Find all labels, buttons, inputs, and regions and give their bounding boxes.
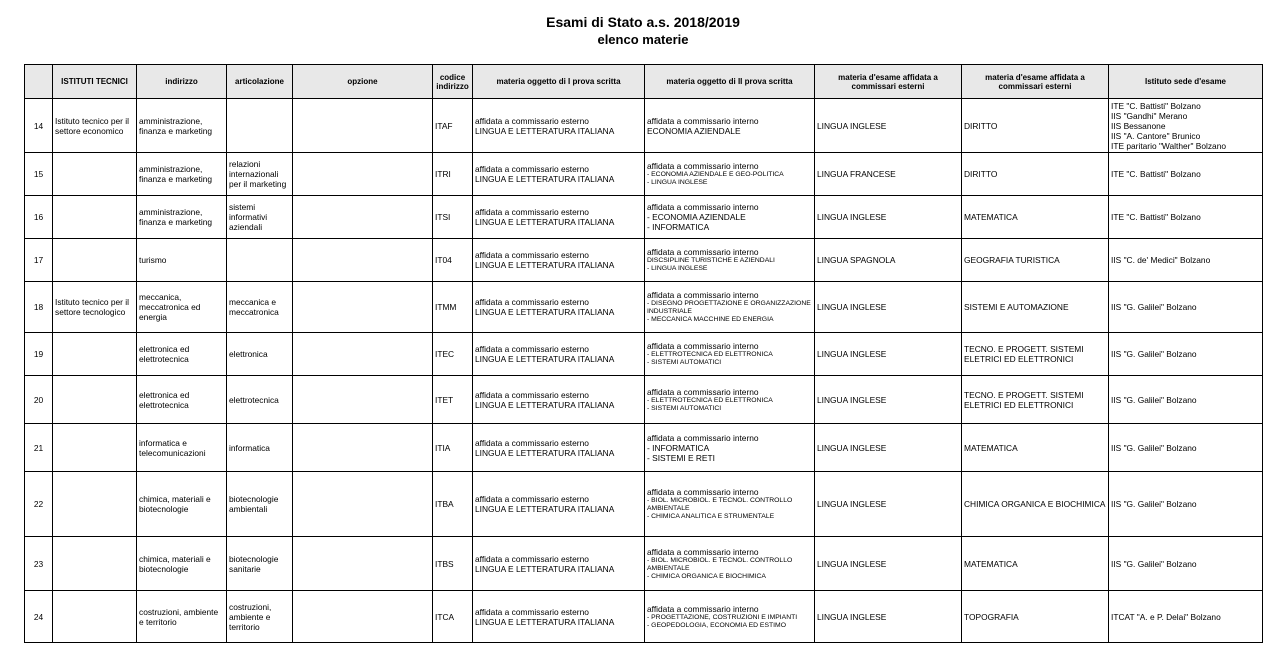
cell-codice	[433, 472, 473, 537]
cell-esterni2	[962, 424, 1109, 472]
cell-line: affidata a commissario interno	[647, 487, 759, 497]
cell-istituto	[53, 472, 137, 537]
cell-text: LINGUA INGLESE	[817, 499, 887, 509]
cell-esterni	[815, 239, 962, 282]
cell-codice	[433, 376, 473, 424]
page-title: Esami di Stato a.s. 2018/2019	[546, 14, 740, 30]
cell-sede	[1109, 99, 1263, 153]
cell-text: TECNO. E PROGETT. SISTEMI ELETRICI ED ELETTRONICI	[964, 344, 1084, 364]
table-row	[25, 472, 1263, 537]
cell-text: 19	[33, 349, 44, 359]
cell-text: costruzioni, ambiente e territorio	[229, 601, 272, 632]
cell-line: - ELETTROTECNICA ED ELETTRONICA	[647, 396, 773, 404]
cell-text: chimica, materiali e biotecnologie	[139, 553, 211, 574]
row-number	[25, 537, 53, 591]
table-row	[25, 196, 1263, 239]
cell-prova1	[473, 239, 645, 282]
cell-opzione	[293, 99, 433, 153]
cell-line: IIS "G. Galilei" Bolzano	[1111, 349, 1197, 359]
cell-opzione	[293, 424, 433, 472]
header-codice: codice indirizzo	[433, 65, 473, 99]
cell-indirizzo	[137, 537, 227, 591]
cell-indirizzo	[137, 239, 227, 282]
cell-prova2	[645, 99, 815, 153]
cell-text: 23	[33, 558, 44, 569]
cell-codice	[433, 537, 473, 591]
cell-esterni	[815, 196, 962, 239]
cell-line: ITE "C. Battisti" Bolzano	[1111, 169, 1201, 179]
cell-text: LINGUA INGLESE	[817, 349, 887, 359]
cell-prova1	[473, 333, 645, 376]
cell-line: ECONOMIA AZIENDALE	[647, 125, 741, 136]
cell-text: turismo	[139, 255, 167, 265]
cell-line: affidata a commissario esterno	[475, 207, 589, 217]
cell-sede	[1109, 239, 1263, 282]
cell-line: - GEOPEDOLOGIA, ECONOMIA ED ESTIMO	[647, 621, 786, 629]
cell-text: LINGUA INGLESE	[817, 120, 887, 131]
cell-text: LINGUA INGLESE	[817, 394, 887, 405]
cell-prova1	[473, 99, 645, 153]
cell-opzione	[293, 153, 433, 196]
cell-codice	[433, 99, 473, 153]
cell-line: ITE "C. Battisti" Bolzano	[1111, 100, 1201, 111]
cell-line: affidata a commissario esterno	[475, 115, 589, 126]
cell-text: 20	[33, 394, 44, 405]
cell-line: IIS "G. Galilei" Bolzano	[1111, 558, 1197, 569]
table-row	[25, 239, 1263, 282]
cell-line: ITCAT "A. e P. Delai" Bolzano	[1111, 611, 1221, 622]
cell-text: TECNO. E PROGETT. SISTEMI ELETRICI ED ELETTRONICI	[964, 389, 1084, 410]
subjects-table	[24, 64, 1263, 643]
header-prova2: materia oggetto di II prova scritta	[645, 65, 815, 99]
cell-line: - ECONOMIA AZIENDALE E GEO-POLITICA	[647, 171, 784, 178]
cell-prova1	[473, 472, 645, 537]
cell-indirizzo	[137, 376, 227, 424]
cell-line: - DISEGNO PROGETTAZIONE E ORGANIZZAZIONE INDUSTRIALE	[647, 300, 811, 315]
page-subtitle: elenco materie	[597, 32, 689, 47]
table-row	[25, 282, 1263, 333]
cell-text: DIRITTO	[964, 169, 998, 179]
cell-line: affidata a commissario interno	[647, 386, 759, 397]
header-row	[25, 65, 1263, 99]
cell-istituto	[53, 333, 137, 376]
cell-line: LINGUA E LETTERATURA ITALIANA	[475, 125, 615, 136]
cell-text: relazioni internazionali per il marketing	[229, 159, 287, 189]
cell-text: LINGUA INGLESE	[817, 611, 887, 622]
cell-esterni	[815, 376, 962, 424]
cell-text: 17	[33, 255, 44, 265]
cell-prova2	[645, 153, 815, 196]
cell-codice	[433, 153, 473, 196]
cell-codice	[433, 591, 473, 643]
cell-text: elettronica	[229, 349, 268, 359]
table-body	[25, 99, 1263, 643]
cell-esterni2	[962, 333, 1109, 376]
cell-istituto	[53, 239, 137, 282]
cell-text: 21	[33, 442, 44, 453]
cell-line: affidata a commissario esterno	[475, 297, 589, 307]
cell-codice	[433, 333, 473, 376]
cell-line: - SISTEMI AUTOMATICI	[647, 359, 722, 366]
cell-text: Istituto tecnico per il settore tecnologico	[55, 297, 130, 317]
cell-line: affidata a commissario esterno	[475, 494, 589, 504]
cell-line: affidata a commissario interno	[647, 247, 759, 257]
cell-text: elettrotecnica	[229, 394, 279, 405]
cell-articolazione	[227, 196, 293, 239]
cell-line: DISCSIPLINE TURISTICHE E AZIENDALI	[647, 257, 775, 264]
cell-opzione	[293, 376, 433, 424]
cell-text: elettronica ed elettrotecnica	[139, 389, 190, 410]
header-sede: Istituto sede d'esame	[1109, 65, 1263, 99]
table-row	[25, 537, 1263, 591]
cell-line: affidata a commissario interno	[647, 546, 759, 557]
cell-codice	[433, 239, 473, 282]
cell-indirizzo	[137, 282, 227, 333]
cell-text: meccanica e meccatronica	[229, 297, 279, 317]
cell-prova1	[473, 424, 645, 472]
cell-line: IIS "G. Galilei" Bolzano	[1111, 442, 1197, 453]
cell-prova2	[645, 282, 815, 333]
cell-line: - SISTEMI AUTOMATICI	[647, 404, 722, 412]
cell-prova2	[645, 472, 815, 537]
cell-prova1	[473, 282, 645, 333]
cell-text: biotecnologie ambientali	[229, 494, 279, 514]
cell-opzione	[293, 196, 433, 239]
cell-line: ITE "C. Battisti" Bolzano	[1111, 212, 1201, 222]
cell-line: - CHIMICA ORGANICA E BIOCHIMICA	[647, 572, 766, 580]
cell-prova2	[645, 424, 815, 472]
cell-text: 16	[33, 212, 44, 222]
row-number	[25, 239, 53, 282]
cell-indirizzo	[137, 196, 227, 239]
cell-line: affidata a commissario esterno	[475, 389, 589, 400]
cell-indirizzo	[137, 424, 227, 472]
cell-sede	[1109, 424, 1263, 472]
cell-text: ITSI	[435, 212, 451, 222]
cell-esterni2	[962, 153, 1109, 196]
cell-line: - BIOL. MICROBIOL. E TECNOL. CONTROLLO AMBIENTALE	[647, 556, 793, 572]
cell-esterni2	[962, 282, 1109, 333]
cell-text: costruzioni, ambiente e territorio	[139, 606, 219, 627]
cell-prova1	[473, 196, 645, 239]
cell-text: chimica, materiali e biotecnologie	[139, 494, 211, 514]
cell-sede	[1109, 376, 1263, 424]
cell-prova1	[473, 537, 645, 591]
row-number	[25, 333, 53, 376]
cell-line: IIS "G. Galilei" Bolzano	[1111, 499, 1197, 509]
cell-text: ITBA	[435, 499, 454, 509]
cell-line: affidata a commissario interno	[647, 432, 759, 443]
cell-line: - PROGETTAZIONE, COSTRUZIONI E IMPIANTI	[647, 613, 798, 621]
header-indirizzo: indirizzo	[137, 65, 227, 99]
table-row	[25, 153, 1263, 196]
cell-opzione	[293, 333, 433, 376]
cell-line: LINGUA E LETTERATURA ITALIANA	[475, 260, 615, 270]
cell-line: affidata a commissario interno	[647, 341, 759, 351]
cell-sede	[1109, 333, 1263, 376]
cell-line: affidata a commissario interno	[647, 603, 759, 614]
cell-text: 22	[33, 499, 44, 509]
cell-line: - LINGUA INGLESE	[647, 265, 708, 272]
header-esterni2: materia d'esame affidata a commissari esterni	[962, 65, 1109, 99]
cell-esterni	[815, 333, 962, 376]
cell-line: LINGUA E LETTERATURA ITALIANA	[475, 563, 615, 574]
cell-esterni	[815, 282, 962, 333]
cell-line: affidata a commissario esterno	[475, 606, 589, 617]
cell-text: LINGUA INGLESE	[817, 302, 887, 312]
cell-sede	[1109, 537, 1263, 591]
cell-sede	[1109, 591, 1263, 643]
cell-line: affidata a commissario interno	[647, 202, 759, 212]
cell-text: LINGUA FRANCESE	[817, 169, 896, 179]
row-number	[25, 472, 53, 537]
cell-esterni2	[962, 239, 1109, 282]
cell-istituto	[53, 424, 137, 472]
cell-text: SISTEMI E AUTOMAZIONE	[964, 302, 1069, 312]
cell-indirizzo	[137, 472, 227, 537]
table-row	[25, 99, 1263, 153]
cell-articolazione	[227, 153, 293, 196]
cell-esterni2	[962, 537, 1109, 591]
cell-text: ITIA	[435, 442, 451, 453]
cell-text: informatica	[229, 442, 270, 453]
cell-indirizzo	[137, 591, 227, 643]
row-number	[25, 153, 53, 196]
row-number	[25, 99, 53, 153]
cell-articolazione	[227, 333, 293, 376]
table-row	[25, 424, 1263, 472]
cell-text: elettronica ed elettrotecnica	[139, 344, 190, 364]
header-prova1: materia oggetto di I prova scritta	[473, 65, 645, 99]
cell-opzione	[293, 472, 433, 537]
cell-text: sistemi informativi aziendali	[229, 202, 268, 232]
cell-codice	[433, 196, 473, 239]
cell-text: ITMM	[435, 302, 457, 312]
cell-istituto	[53, 153, 137, 196]
cell-text: informatica e telecomunicazioni	[139, 437, 206, 458]
header-istituti: ISTITUTI TECNICI	[53, 65, 137, 99]
cell-articolazione	[227, 282, 293, 333]
cell-prova2	[645, 376, 815, 424]
cell-prova2	[645, 196, 815, 239]
cell-text: ITBS	[435, 558, 454, 569]
cell-line: IIS "G. Galilei" Bolzano	[1111, 394, 1197, 405]
cell-text: TOPOGRAFIA	[964, 611, 1019, 622]
cell-text: 24	[33, 611, 44, 622]
cell-text: MATEMATICA	[964, 212, 1018, 222]
cell-line: LINGUA E LETTERATURA ITALIANA	[475, 447, 615, 458]
cell-line: LINGUA E LETTERATURA ITALIANA	[475, 399, 615, 410]
cell-line: LINGUA E LETTERATURA ITALIANA	[475, 217, 615, 227]
cell-text: meccanica, meccatronica ed energia	[139, 292, 201, 322]
header-opzione: opzione	[293, 65, 433, 99]
cell-prova1	[473, 153, 645, 196]
cell-esterni2	[962, 591, 1109, 643]
cell-line: affidata a commissario interno	[647, 115, 759, 126]
table-row	[25, 591, 1263, 643]
cell-line: affidata a commissario esterno	[475, 437, 589, 448]
cell-prova2	[645, 537, 815, 591]
cell-prova2	[645, 333, 815, 376]
cell-esterni	[815, 537, 962, 591]
cell-articolazione	[227, 591, 293, 643]
cell-text: ITET	[435, 394, 454, 405]
cell-codice	[433, 424, 473, 472]
header-esterni: materia d'esame affidata a commissari esterni	[815, 65, 962, 99]
cell-sede	[1109, 196, 1263, 239]
cell-sede	[1109, 282, 1263, 333]
cell-esterni	[815, 472, 962, 537]
cell-line: affidata a commissario esterno	[475, 250, 589, 260]
cell-articolazione	[227, 99, 293, 153]
cell-esterni	[815, 591, 962, 643]
cell-esterni2	[962, 196, 1109, 239]
cell-esterni2	[962, 376, 1109, 424]
row-number	[25, 376, 53, 424]
cell-istituto	[53, 376, 137, 424]
cell-line: IIS "C. de' Medici" Bolzano	[1111, 255, 1211, 265]
cell-text: ITRI	[435, 169, 451, 179]
cell-istituto	[53, 282, 137, 333]
cell-line: IIS "A. Cantore" Brunico	[1111, 130, 1201, 141]
cell-line: - BIOL. MICROBIOL. E TECNOL. CONTROLLO AMBIENTALE	[647, 497, 793, 512]
cell-articolazione	[227, 537, 293, 591]
cell-text: biotecnologie sanitarie	[229, 553, 279, 574]
cell-line: affidata a commissario interno	[647, 161, 759, 171]
cell-prova1	[473, 591, 645, 643]
cell-indirizzo	[137, 99, 227, 153]
row-number	[25, 196, 53, 239]
cell-line: - ECONOMIA AZIENDALE	[647, 212, 746, 222]
cell-line: IIS "Gandhi" Merano	[1111, 110, 1188, 121]
cell-text: MATEMATICA	[964, 558, 1018, 569]
cell-esterni	[815, 424, 962, 472]
cell-text: MATEMATICA	[964, 442, 1018, 453]
cell-text: amministrazione, finanza e marketing	[139, 207, 213, 227]
cell-text: IT04	[435, 255, 452, 265]
table-row	[25, 333, 1263, 376]
cell-line: LINGUA E LETTERATURA ITALIANA	[475, 504, 615, 514]
cell-text: GEOGRAFIA TURISTICA	[964, 255, 1060, 265]
cell-text: LINGUA SPAGNOLA	[817, 255, 896, 265]
cell-articolazione	[227, 376, 293, 424]
cell-articolazione	[227, 472, 293, 537]
cell-text: Istituto tecnico per il settore economico	[55, 115, 130, 136]
cell-line: LINGUA E LETTERATURA ITALIANA	[475, 354, 615, 364]
cell-line: affidata a commissario esterno	[475, 553, 589, 564]
cell-text: DIRITTO	[964, 120, 998, 131]
cell-line: affidata a commissario esterno	[475, 164, 589, 174]
cell-line: IIS Bessanone	[1111, 120, 1166, 131]
cell-line: - INFORMATICA	[647, 222, 710, 232]
cell-text: 15	[33, 169, 44, 179]
cell-text: amministrazione, finanza e marketing	[139, 164, 213, 184]
cell-sede	[1109, 153, 1263, 196]
row-number	[25, 591, 53, 643]
cell-codice	[433, 282, 473, 333]
cell-esterni2	[962, 472, 1109, 537]
cell-sede	[1109, 472, 1263, 537]
cell-line: affidata a commissario esterno	[475, 344, 589, 354]
cell-line: - CHIMICA ANALITICA E STRUMENTALE	[647, 513, 775, 520]
header-num	[25, 65, 53, 99]
cell-text: 14	[33, 120, 44, 131]
cell-text: 18	[33, 302, 44, 312]
cell-opzione	[293, 537, 433, 591]
cell-istituto	[53, 537, 137, 591]
cell-opzione	[293, 591, 433, 643]
cell-line: - INFORMATICA	[647, 442, 710, 453]
cell-indirizzo	[137, 333, 227, 376]
cell-line: ITE paritario "Walther" Bolzano	[1111, 140, 1227, 151]
cell-esterni	[815, 99, 962, 153]
row-number	[25, 424, 53, 472]
cell-text: ITAF	[435, 120, 453, 131]
cell-line: IIS "G. Galilei" Bolzano	[1111, 302, 1197, 312]
cell-line: LINGUA E LETTERATURA ITALIANA	[475, 174, 615, 184]
header-articolazione: articolazione	[227, 65, 293, 99]
cell-line: - LINGUA INGLESE	[647, 179, 708, 186]
cell-opzione	[293, 239, 433, 282]
table-row	[25, 376, 1263, 424]
cell-line: - SISTEMI E RETI	[647, 452, 715, 463]
document-header	[0, 14, 1286, 48]
cell-prova2	[645, 239, 815, 282]
cell-text: CHIMICA ORGANICA E BIOCHIMICA	[964, 499, 1106, 509]
cell-articolazione	[227, 424, 293, 472]
cell-opzione	[293, 282, 433, 333]
row-number	[25, 282, 53, 333]
cell-text: LINGUA INGLESE	[817, 212, 887, 222]
cell-text: ITCA	[435, 611, 455, 622]
cell-esterni2	[962, 99, 1109, 153]
cell-prova2	[645, 591, 815, 643]
cell-prova1	[473, 376, 645, 424]
cell-line: LINGUA E LETTERATURA ITALIANA	[475, 616, 615, 627]
cell-esterni	[815, 153, 962, 196]
cell-text: ITEC	[435, 349, 455, 359]
cell-istituto	[53, 196, 137, 239]
cell-text: LINGUA INGLESE	[817, 442, 887, 453]
cell-istituto	[53, 99, 137, 153]
cell-line: - MECCANICA MACCHINE ED ENERGIA	[647, 316, 774, 323]
cell-indirizzo	[137, 153, 227, 196]
cell-articolazione	[227, 239, 293, 282]
cell-text: LINGUA INGLESE	[817, 558, 887, 569]
cell-line: affidata a commissario interno	[647, 290, 759, 300]
cell-line: - ELETTROTECNICA ED ELETTRONICA	[647, 351, 773, 358]
cell-text: amministrazione, finanza e marketing	[139, 115, 213, 136]
cell-istituto	[53, 591, 137, 643]
cell-line: LINGUA E LETTERATURA ITALIANA	[475, 307, 615, 317]
